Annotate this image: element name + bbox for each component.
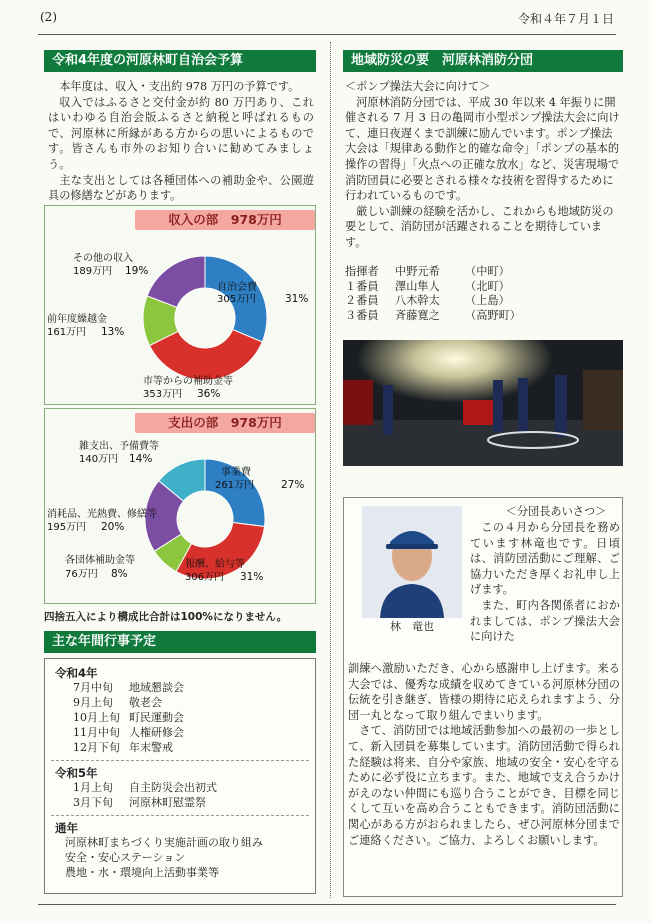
schedule-row: [73, 796, 206, 810]
schedule-separator: [51, 815, 309, 816]
slice-label: 自治会費: [217, 282, 257, 293]
slice-label: 報酬、給与等: [185, 559, 245, 570]
budget-text: [48, 79, 314, 204]
slice-percent: 19%: [125, 265, 149, 277]
fire-paragraph: 河原林消防分団では、平成 30 年以来 4 年振りに開催される 7 月 3 日の亀岡市小型ポンプ操法大会に向けて、連日夜遅くまで訓練に励んでいます。ポンプ操法大会は「規律ある動作と的確な命令」「ポンプの基本的操作の習得」「火点への正確な放水」など、災害現場で消防団員に必要とされる様々な技術を習得するために行われているものです。: [345, 95, 620, 203]
roster-role: １番員: [345, 279, 379, 293]
fire-paragraph: 厳しい訓練の経験を活かし、これからも地域防災の要として、消防団が活躍されることを期待しています。: [345, 204, 614, 249]
roster-name: 斉藤寛之: [395, 308, 440, 322]
schedule-event: 敬老会: [129, 696, 162, 709]
schedule-separator: [51, 760, 309, 761]
roster-area: （上島）: [465, 294, 510, 307]
fire-text: [345, 79, 621, 251]
roster-row: [345, 309, 521, 324]
schedule-row: [73, 781, 217, 795]
schedule-row: 農地・水・環境向上活動事業等: [65, 866, 219, 879]
schedule-event: 河原林町慰霊祭: [129, 796, 206, 809]
slice-label: 雑支出、予備費等: [79, 441, 159, 452]
greeting-paragraph: 訓練へ激励いただき、心から感謝申し上げます。来る大会では、優秀な成績を収めてきている河原林分団の伝統を引き継ぎ、皆様の期待に応えられますよう、分団一丸となって取り組んでまいります。: [348, 662, 620, 722]
slice-amount: 161万円: [47, 327, 87, 338]
schedule-event: 自主防災会出初式: [129, 781, 217, 794]
greeting-paragraph: この４月から分団長を務めています林竜也です。日頃は、消防団活動にご理解、ご協力いただき厚くお礼申し上げます。: [470, 521, 620, 597]
donut-slice: [147, 256, 205, 307]
slice-amount: 195万円: [47, 522, 87, 533]
schedule-when: 12月下旬: [73, 741, 120, 754]
greeting-subtitle: ＜分団長あいさつ＞: [505, 505, 607, 518]
training-photo-illustration: [343, 340, 623, 466]
slice-percent: 31%: [240, 571, 264, 583]
fire-subtitle: ＜ポンプ操法大会に向けて＞: [345, 80, 491, 93]
slice-percent: 20%: [101, 521, 125, 533]
roster-name: 澤山隼人: [395, 279, 440, 293]
schedule-year: 通年: [55, 821, 78, 835]
expense-chart: [44, 408, 316, 604]
roster-row: [345, 280, 521, 295]
roster-name: 八木幹太: [395, 294, 440, 307]
schedule-row: [73, 681, 184, 695]
schedule-event: 町民運動会: [129, 711, 184, 724]
training-photo: [343, 340, 623, 466]
slice-percent: 31%: [285, 293, 309, 305]
slice-label: その他の収入: [73, 253, 133, 264]
schedule-when: 9月上旬: [73, 696, 113, 709]
schedule-row: [73, 741, 173, 755]
schedule-row: 河原林町まちづくり実施計画の取り組み: [65, 836, 263, 849]
schedule-row: [73, 696, 162, 710]
fire-title: 地域防災の要 河原林消防分団: [343, 50, 623, 72]
rounding-note: 四捨五入により構成比合計は100%になりません。: [44, 611, 288, 623]
schedule-when: 11月中旬: [73, 726, 120, 739]
slice-percent: 27%: [281, 479, 305, 491]
slice-amount: 306万円: [185, 572, 225, 583]
schedule-row: [73, 726, 184, 740]
roster-row: [345, 294, 521, 309]
slice-amount: 353万円: [143, 389, 183, 400]
expense-chart-title: 支出の部 978万円: [135, 413, 315, 433]
budget-paragraph: 主な支出としては各種団体への補助金や、公園遊具の修繕などがあります。: [48, 173, 314, 203]
schedule-event: 年末警戒: [129, 741, 173, 754]
schedule-event: 地域懇談会: [129, 681, 184, 694]
income-chart: [44, 205, 316, 405]
slice-label: 市等からの補助金等: [143, 376, 233, 387]
roster-row: [345, 265, 521, 280]
budget-title: 令和4年度の河原林町自治会予算: [44, 50, 316, 72]
schedule-year: 令和4年: [55, 666, 98, 680]
roster-area: （高野町）: [465, 308, 521, 322]
portrait-name: 林 竜也: [390, 620, 434, 633]
roster-role: ２番員: [345, 294, 379, 307]
slice-percent: 13%: [101, 326, 125, 338]
roster-area: （中町）: [465, 265, 510, 278]
roster-role: ３番員: [345, 308, 379, 322]
slice-percent: 14%: [129, 453, 153, 465]
slice-amount: 189万円: [73, 266, 113, 277]
roster-role: 指揮者: [345, 265, 379, 278]
slice-amount: 261万円: [215, 480, 255, 491]
income-chart-title: 収入の部 978万円: [135, 210, 315, 230]
schedule-event: 人権研修会: [129, 726, 184, 739]
schedule-title: 主な年間行事予定: [44, 631, 316, 653]
schedule-row: [73, 711, 184, 725]
greeting-paragraph: また、町内各関係者におかれましては、ポンプ操法大会に向けた: [470, 598, 620, 644]
roster-name: 中野元希: [395, 265, 440, 278]
portrait-illustration: [362, 506, 462, 618]
schedule-when: 3月下旬: [73, 796, 113, 809]
slice-percent: 36%: [197, 388, 221, 400]
slice-percent: 8%: [111, 568, 128, 580]
slice-label: 前年度繰越金: [47, 314, 107, 325]
slice-label: 消耗品、光熱費、修繕等: [47, 509, 157, 520]
schedule-when: 7月中旬: [73, 681, 113, 694]
slice-amount: 305万円: [217, 294, 257, 305]
schedule-when: 10月上旬: [73, 711, 120, 724]
slice-amount: 76万円: [65, 569, 98, 580]
issue-date: 令和４年７月１日: [517, 12, 614, 26]
schedule-when: 1月上旬: [73, 781, 113, 794]
page-number: (2): [40, 10, 57, 24]
footer-rule: [38, 904, 616, 905]
schedule-row: 安全・安心ステーション: [65, 851, 186, 864]
schedule-year: 令和5年: [55, 766, 98, 780]
budget-paragraph: 本年度は、収入・支出約 978 万円の予算です。: [59, 80, 300, 93]
roster-area: （北町）: [465, 279, 510, 293]
column-divider: [330, 42, 331, 898]
portrait: [362, 506, 462, 618]
header-rule: [38, 34, 616, 35]
budget-paragraph: 収入ではふるさと交付金が約 80 万円あり、これはいわゆる自治会版ふるさと納税と呼ばれるもので、河原林に所縁がある方からの思いによるものです。皆さんも市外のお知り合いに勧めてみましょう。: [48, 95, 314, 171]
greeting-intro: [470, 520, 620, 645]
roster: [345, 265, 521, 323]
slice-amount: 140万円: [79, 454, 119, 465]
greeting-body: [348, 661, 620, 848]
slice-label: 各団体補助金等: [65, 555, 135, 566]
slice-label: 事業費: [221, 467, 251, 478]
greeting-paragraph: さて、消防団では地域活動参加への最初の一歩として、新入団員を募集しています。消防団活動で得られた経験は将来、自分や家族、地域の安全・安心を守るために必ず役に立ちます。また、地域で支え合うかけがえのない仲間にも巡り合うことができ、目標を同じくして互いを高め合うこともできます。消防団活動に関心がある方がおられましたら、ぜひ河原林分団までご連絡ください。ご協力、よろしくお願いします。: [348, 724, 620, 847]
schedule-box: [44, 658, 316, 894]
